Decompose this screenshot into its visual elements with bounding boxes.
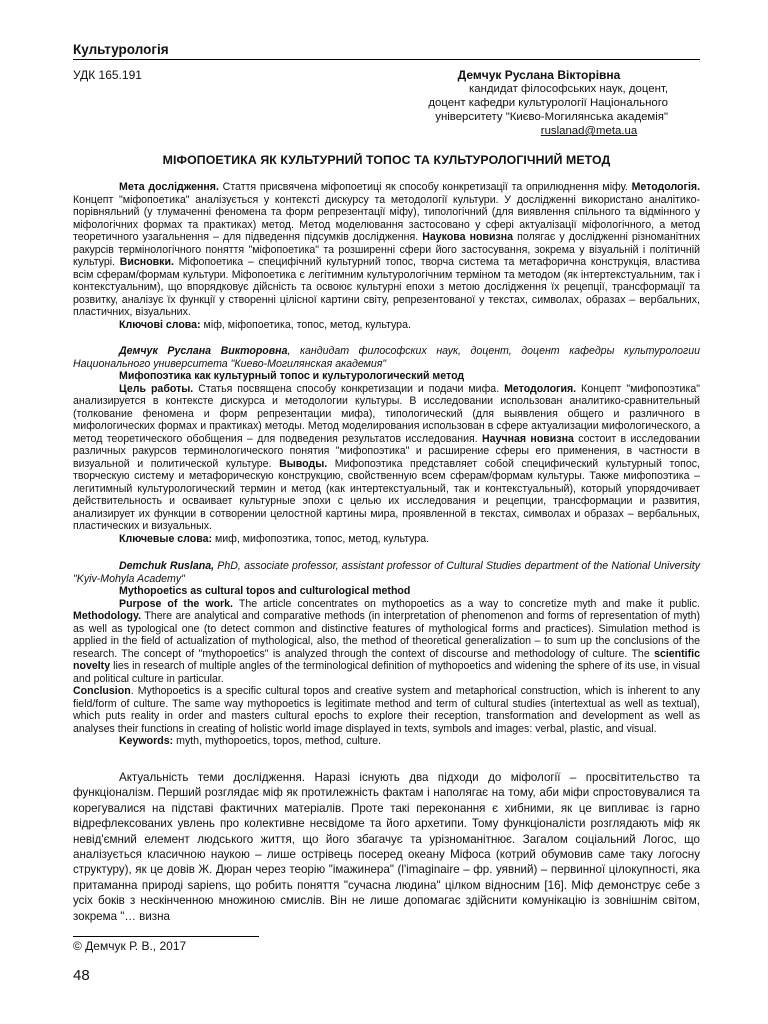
abstract-title: Mythopoetics as cultural topos and culturological method (119, 585, 411, 597)
keywords-text: myth, mythopoetics, topos, method, culture. (173, 735, 382, 747)
purpose-label: Мета дослідження. (119, 181, 219, 193)
abstract-author-line (73, 560, 700, 585)
method-label: Методология. (504, 382, 577, 395)
keywords-text: міф, міфопоетика, топос, метод, культура. (200, 318, 411, 331)
conclusions-text: . Mythopoetics is a specific cultural topos and creative system and metaphorical construction, which is inherent to any field/form of culture. The same way mythopoetics is legitimate method and term of cultural studies (intertextual as well as textual), which puts reality in order and masters cultural epochs to explore their reception, transformation and development as well as analyses their functions in creating of holistic world image displayed in texts, symbols and images: verbal, plastic, and visual. (73, 685, 700, 735)
conclusion-paragraph (73, 685, 700, 735)
purpose-label: Purpose of the work. (119, 597, 234, 610)
novelty-label: scientific novelty (73, 647, 700, 672)
method-label: Методологія. (631, 181, 701, 193)
novelty-text: полягає у дослідженні різноманітних ракурсів термінологічного поняття "міфопоетика" та розширенні сфери його застосування, зокрема у візуальній і політичній культурі. (73, 231, 700, 268)
conclusions-label: Висновки. (119, 256, 174, 268)
abstract-author-details: PhD, associate professor, assistant professor of Cultural Studies department of the National University "Kyiv-Mohyla Academy" (73, 560, 700, 585)
novelty-label: Наукова новизна (422, 231, 514, 243)
body-paragraph: Актуальність теми дослідження. Наразі існують два підходи до міфології – просвітительство та функціоналізм. Перший розглядає міф як протилежність фактам і наполягає на тому, аби міфи спростовувалися та корегувалися на підставі фактичних матеріалів. Проте такі переконання є хибними, як це випливає із гарно відрефлексованих увлень про колективне несвідоме та його архетипи. Тому функціоналісти розглядають міф як невід'ємний елемент людського життя, що його збагачує та урізноманітнює. Загалом соціальний Логос, що аналізується класичною наукою – лише острівець посеред океану Міфоса (котрий обумовив саме таку логосну структуру), як це довів Ж. Дюран через теорію "імажинера" (l'imaginaire – фр. уявний) – первинної цілокупності, яка притаманна природі sapiens, що робить поняття "сучасна людина" цілком відносним [16]. Міф демонструє себе з усіх боків з нескінченною множиною смислів. Він не лише допомагає здійснити комунікацію із зовнішнім світом, зокрема "… визна (73, 771, 700, 923)
method-text: Концепт "мифопоэтика" анализируется в контексте дискурса и методологии культуры. В исследовании использован аналитико-сравнительный (толкование феномена и форм репрезентации мифа), типологический (для выявления общего и различного в мифологических формах и практиках) методы. Метод моделирования использован в сфере актуализации мифологического, а метод теоретического обобщения – для подведения результатов исследования. (73, 382, 700, 445)
purpose-text: Статья посвящена способу конкретизации и подачи мифа. (193, 382, 505, 395)
keywords-label: Ключові слова: (119, 318, 201, 331)
article-title: МІФОПОЕТИКА ЯК КУЛЬТУРНИЙ ТОПОС ТА КУЛЬТУРОЛОГІЧНИЙ МЕТОД (162, 153, 611, 167)
abstract-title: Мифопоэтика как культурный топос и культурологический метод (119, 370, 465, 382)
abstract-author-details: , кандидат философских наук, доцент, доцент кафедры культурологии Национального университета "Киево-Могилянская академия" (73, 345, 700, 370)
purpose-text: Стаття присвячена міфопоетиці як способу конкретизації та оприлюднення міфу. (218, 181, 632, 193)
abstract-ukrainian (73, 181, 700, 331)
conclusions-text: Міфопоетика – специфічний культурний топос, творча система та метафорична конструкція, властива всім сферам/формам культури. Міфопоетика є легітимним культурологічним терміном та методом (як інтертекстуальним, так і контекстуальним), що впорядковує дійсність та освоює культурні епохи з метою дослідження їх рецепції, трансформації та розвитку, аналізує їх функції у створенні цілісної картини світу, репрезентованої у текстах, символах, образах – вербальних, пластичних, візуальних. (73, 256, 700, 318)
abstract-body (73, 181, 700, 319)
conclusions-text: Мифопоэтика представляет собой специфический культурный топос, творческую систему и метафорическую конструкцию, свойственную всем сферам/формам культуры. Также мифопоэтика – легитимный культурологический термин и метод (как интертекстуальный, так и контекстуальный), который упорядочивает действительность и осваивает культурные эпохи с целью их исследования и рецепции, трансформации и развития, анализирует их функции в сотворении целостной картины мира, проявленной в текстах, символах и образах – вербальных, пластических и визуальных. (73, 457, 700, 532)
author-line-3: університету "Києво-Могилянська академія" (435, 111, 668, 123)
author-line-1: кандидат філософських наук, доцент, (469, 83, 668, 95)
copyright-footnote: © Демчук Р. В., 2017 (73, 939, 187, 953)
author-block (380, 68, 700, 138)
purpose-label: Цель работы. (119, 382, 194, 395)
abstract-russian (73, 345, 700, 545)
keywords-text: миф, мифопоэтика, топос, метод, культура. (212, 532, 430, 545)
purpose-text: The article concentrates on mythopoetics as a way to concretize myth and make it public. (233, 597, 700, 610)
footnote-divider (73, 936, 259, 937)
method-text: There are analytical and comparative methods (in interpretation of phenomenon and forms of representation of myth) as well as typological one (to detect common and distinctive features of mythological forms and practices). Simulation method is applied in the field of actualization of mythological, also, the method of theoretical generalization – to sum up the conclusions of the research. The concept of "mythopoetics" is analyzed through the context of discourse and methodology of culture. The (73, 610, 700, 660)
abstract-body (73, 383, 700, 533)
author-name: Демчук Руслана Вікторівна (457, 68, 621, 82)
method-label: Methodology. (73, 610, 142, 622)
udc-code: УДК 165.191 (73, 68, 142, 82)
abstract-author-line (73, 345, 700, 370)
abstract-body (73, 598, 700, 686)
abstract-author-name: Demchuk Ruslana, (119, 560, 215, 572)
novelty-text: состоит в исследовании различных ракурсов терминологического понятия "мифопоэтика" и расширение сферы его применения, в частности в визуальной и политической культуре. (73, 432, 701, 470)
keywords-line (73, 319, 700, 332)
author-line-2: доцент кафедри культурології Національного (428, 97, 668, 109)
conclusions-label: Conclusion (73, 685, 131, 697)
running-head: Культурологія (73, 42, 700, 60)
author-email-link[interactable]: ruslanad@meta.ua (540, 125, 638, 137)
keywords-label: Ключевые слова: (119, 532, 213, 545)
novelty-label: Научная новизна (482, 432, 574, 445)
method-text: Концепт "міфопоетика" аналізується у контексті дискурсу та методології культури. У дослідженні використано аналітико-порівняльний (у тлумаченні феномена та форм репрезентації міфу), типологічний (для виявлення спільного та відмінного у міфологічних формах та практиках) метод. Метод моделювання застосовано у сфері актуалізації міфологічного, а метод теоретичного узагальнення – для підведення підсумків дослідження. (73, 193, 700, 243)
keywords-line (73, 735, 700, 748)
page-number: 48 (73, 967, 90, 984)
main-body (73, 770, 700, 924)
abstract-author-name: Демчук Руслана Викторовна (119, 345, 288, 357)
conclusions-label: Выводы. (279, 457, 328, 470)
keywords-line (73, 533, 700, 546)
novelty-text: lies in research of multiple angles of the terminological definition of mythopoetics and widening the sphere of its use, in visual and political culture in particular. (73, 660, 700, 685)
abstract-english (73, 560, 700, 748)
keywords-label: Keywords: (119, 735, 174, 747)
